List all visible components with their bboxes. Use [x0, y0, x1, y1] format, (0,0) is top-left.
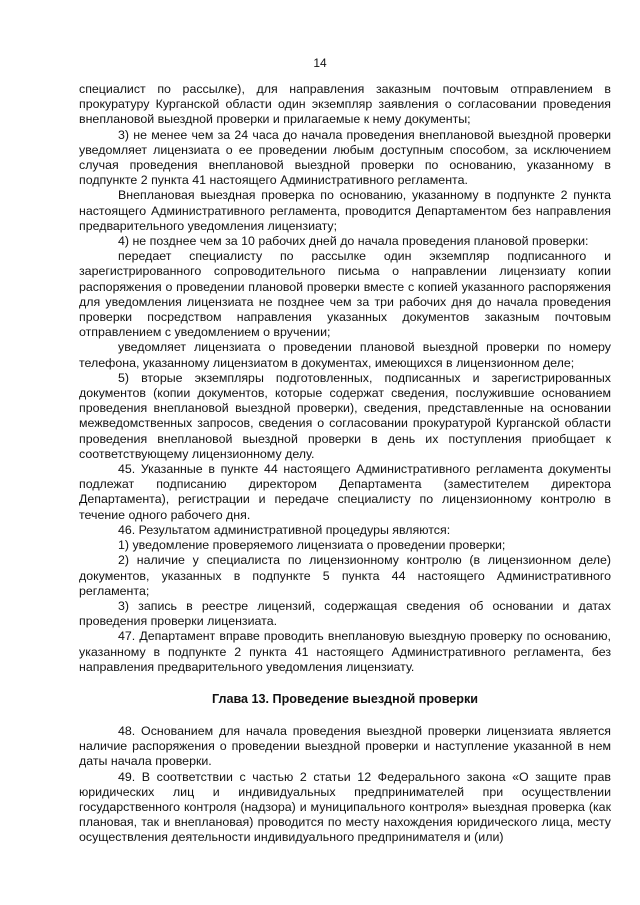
paragraph: 5) вторые экземпляры подготовленных, подписанных и зарегистрированных документов (копии документов, которые содержат сведения, послужившие основанием проведения внеплановой выездной проверки), сведения, представленные на основании межведомственных запросов, сведения о согласовании прокуратурой Курганской области проведения внеплановой выездной проверки в день их поступления приобщает к соответствующему лицензионному делу. — [79, 370, 611, 461]
page-number: 14 — [313, 56, 327, 70]
paragraph: 48. Основанием для начала проведения выездной проверки лицензиата является наличие распоряжения о проведении выездной проверки и наступление указанной в нем даты начала проверки. — [79, 723, 611, 769]
paragraph: 45. Указанные в пункте 44 настоящего Административного регламента документы подлежат подписанию директором Департамента (заместителем директора Департамента), регистрации и передаче специалисту по лицензионному контролю в течение одного рабочего дня. — [79, 462, 611, 522]
paragraph: 3) не менее чем за 24 часа до начала проведения внеплановой выездной проверки уведомляет лицензиата о ее проведении любым доступным способом, за исключением случая проведения внеплановой выездной проверки по основанию, указанному в подпункте 2 пункта 41 настоящего Административного регламента. — [79, 127, 611, 188]
paragraph: 4) не позднее чем за 10 рабочих дней до начала проведения плановой проверки: — [118, 234, 589, 249]
document-body — [79, 82, 611, 846]
paragraph: 2) наличие у специалиста по лицензионному контролю (в лицензионном деле) документов, указанных в подпункте 5 пункта 44 настоящего Административного регламента; — [79, 553, 611, 598]
chapter-heading: Глава 13. Проведение выездной проверки — [211, 691, 479, 706]
paragraph: передает специалисту по рассылке один экземпляр подписанного и зарегистрированного сопроводительного письма о направлении лицензиату копии распоряжения о проведении плановой проверки вместе с копией указанного распоряжения для уведомления лицензиата не позднее чем за три рабочих дня до начала проведения проверки посредством направления указанных документов заказным почтовым отправлением с уведомлением о вручении; — [79, 249, 611, 340]
paragraph: 1) уведомление проверяемого лицензиата о проведении проверки; — [118, 538, 506, 553]
paragraph: специалист по рассылке), для направления заказным почтовым отправлением в прокуратуру Курганской области один экземпляр заявления о согласовании проведения внеплановой выездной проверки и прилагаемые к нему документы; — [79, 82, 611, 127]
paragraph: уведомляет лицензиата о проведении плановой выездной проверки по номеру телефона, указанному лицензиатом в документах, имеющихся в лицензионном деле; — [79, 340, 611, 370]
paragraph: 47. Департамент вправе проводить внеплановую выездную проверку по основанию, указанному в подпункте 2 пункта 41 настоящего Административного регламента, без направления предварительного уведомления лицензиату. — [79, 629, 611, 674]
paragraph: 3) запись в реестре лицензий, содержащая сведения об основании и датах проведения проверки лицензиата. — [79, 598, 611, 629]
paragraph: Внеплановая выездная проверка по основанию, указанному в подпункте 2 пункта настоящего Административного регламента, проводится Департаментом без направления предварительного уведомления лицензиату; — [79, 188, 611, 233]
paragraph: 46. Результатом административной процедуры являются: — [118, 522, 451, 537]
paragraph: 49. В соответствии с частью 2 статьи 12 Федерального закона «О защите прав юридических лиц и индивидуальных предпринимателей при осуществлении государственного контроля (надзора) и муниципального контроля» выездная проверка (как плановая, так и внеплановая) проводится по месту нахождения юридического лица, месту осуществления деятельности индивидуального предпринимателя и (или) — [79, 769, 611, 845]
